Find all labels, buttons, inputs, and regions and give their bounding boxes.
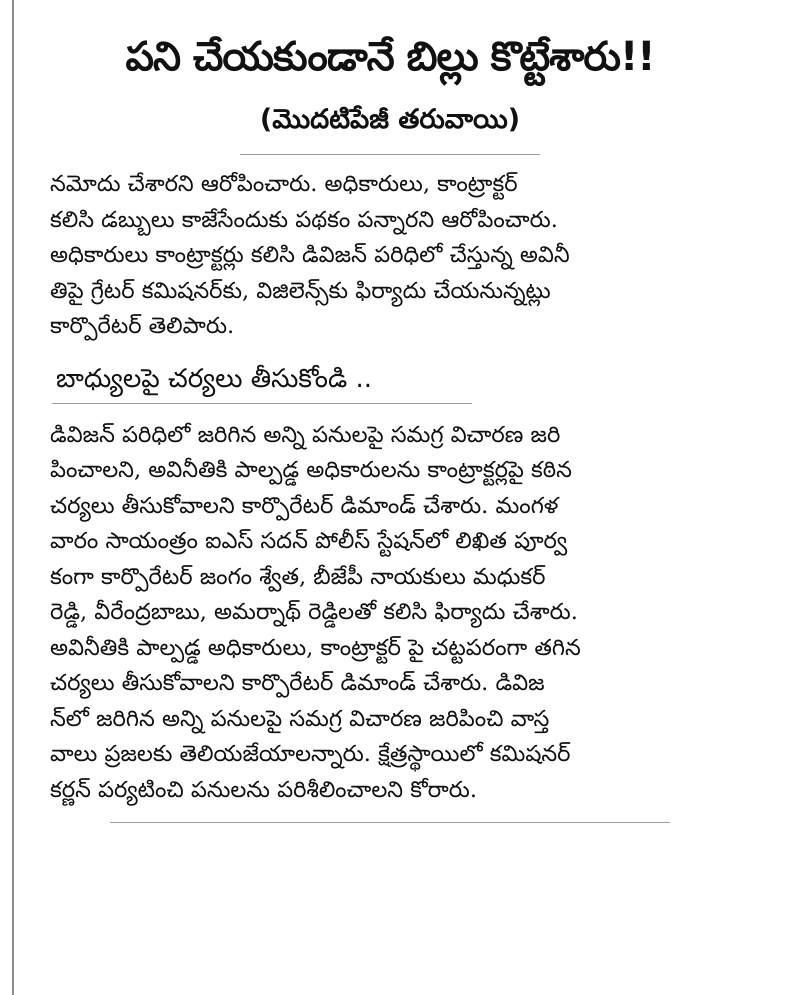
section-divider — [52, 403, 472, 404]
text-line: వారం సాయంత్రం ఐఎస్ సదన్ పోలీస్ స్టేషన్‌లో లిఖిత పూర్వ — [50, 528, 568, 554]
article-paragraph-2 — [50, 418, 730, 809]
text-line: వాలు ప్రజలకు తెలియజేయాలన్నారు. క్షేత్రస్థాయిలో కమిషనర్ — [50, 741, 571, 767]
text-line: పించాలని, అవినీతికి పాల్పడ్డ అధికారులను కాంట్రాక్టర్లపై కఠిన — [50, 457, 572, 483]
text-line: చర్యలు తీసుకోవాలని కార్పొరేటర్ డిమాండ్ చేశారు. మంగళ — [50, 492, 559, 519]
article-headline: పని చేయకుండానే బిల్లు కొట్టేశారు!! — [125, 34, 655, 80]
section-heading: బాధ్యులపై చర్యలు తీసుకోండి .. — [56, 363, 372, 394]
headline-divider — [240, 154, 540, 155]
text-line: కర్ణన్ పర్యటించి పనులను పరిశీలించాలని కోరారు. — [50, 776, 477, 803]
text-line: తిపై గ్రేటర్ కమిషనర్‌కు, విజిలెన్స్‌కు ఫిర్యాదు చేయనున్నట్లు — [50, 277, 551, 304]
text-line: కలిసి డబ్బులు కాజేసేందుకు పథకం పన్నారని ఆరోపించారు. — [50, 206, 558, 233]
text-line: రెడ్డి, వీరేంద్రబాబు, అమర్నాథ్ రెడ్డిలతో కలిసి ఫిర్యాదు చేశారు. — [50, 599, 578, 625]
news-article — [50, 28, 730, 823]
text-line: కంగా కార్పొరేటర్ జంగం శ్వేత, బీజేపీ నాయకులు మధుకర్ — [50, 563, 546, 590]
article-paragraph-1 — [50, 167, 730, 345]
continuation-note: (మొదటిపేజీ తరువాయి) — [259, 104, 521, 135]
text-line: అవినీతికి పాల్పడ్డ అధికారులు, కాంట్రాక్టర్ పై చట్టపరంగా తగిన — [50, 634, 581, 661]
text-line: కార్పొరేటర్ తెలిపారు. — [50, 313, 235, 339]
column-divider-left — [12, 0, 14, 995]
text-line: న్‌లో జరిగిన అన్ని పనులపై సమగ్ర విచారణ జరిపించి వాస్త — [50, 705, 550, 732]
text-line: అధికారులు కాంట్రాక్టర్లు కలిసి డివిజన్ పరిధిలో చేస్తున్న అవినీ — [50, 242, 570, 268]
text-line: నమోదు చేశారని ఆరోపించారు. అధికారులు, కాంట్రాక్టర్ — [50, 171, 518, 197]
article-end-divider — [110, 822, 670, 823]
text-line: డివిజన్ పరిధిలో జరిగిన అన్ని పనులపై సమగ్ర విచారణ జరి — [50, 421, 561, 448]
text-line: చర్యలు తీసుకోవాలని కార్పొరేటర్ డిమాండ్ చేశారు. డివిజ — [50, 670, 545, 696]
